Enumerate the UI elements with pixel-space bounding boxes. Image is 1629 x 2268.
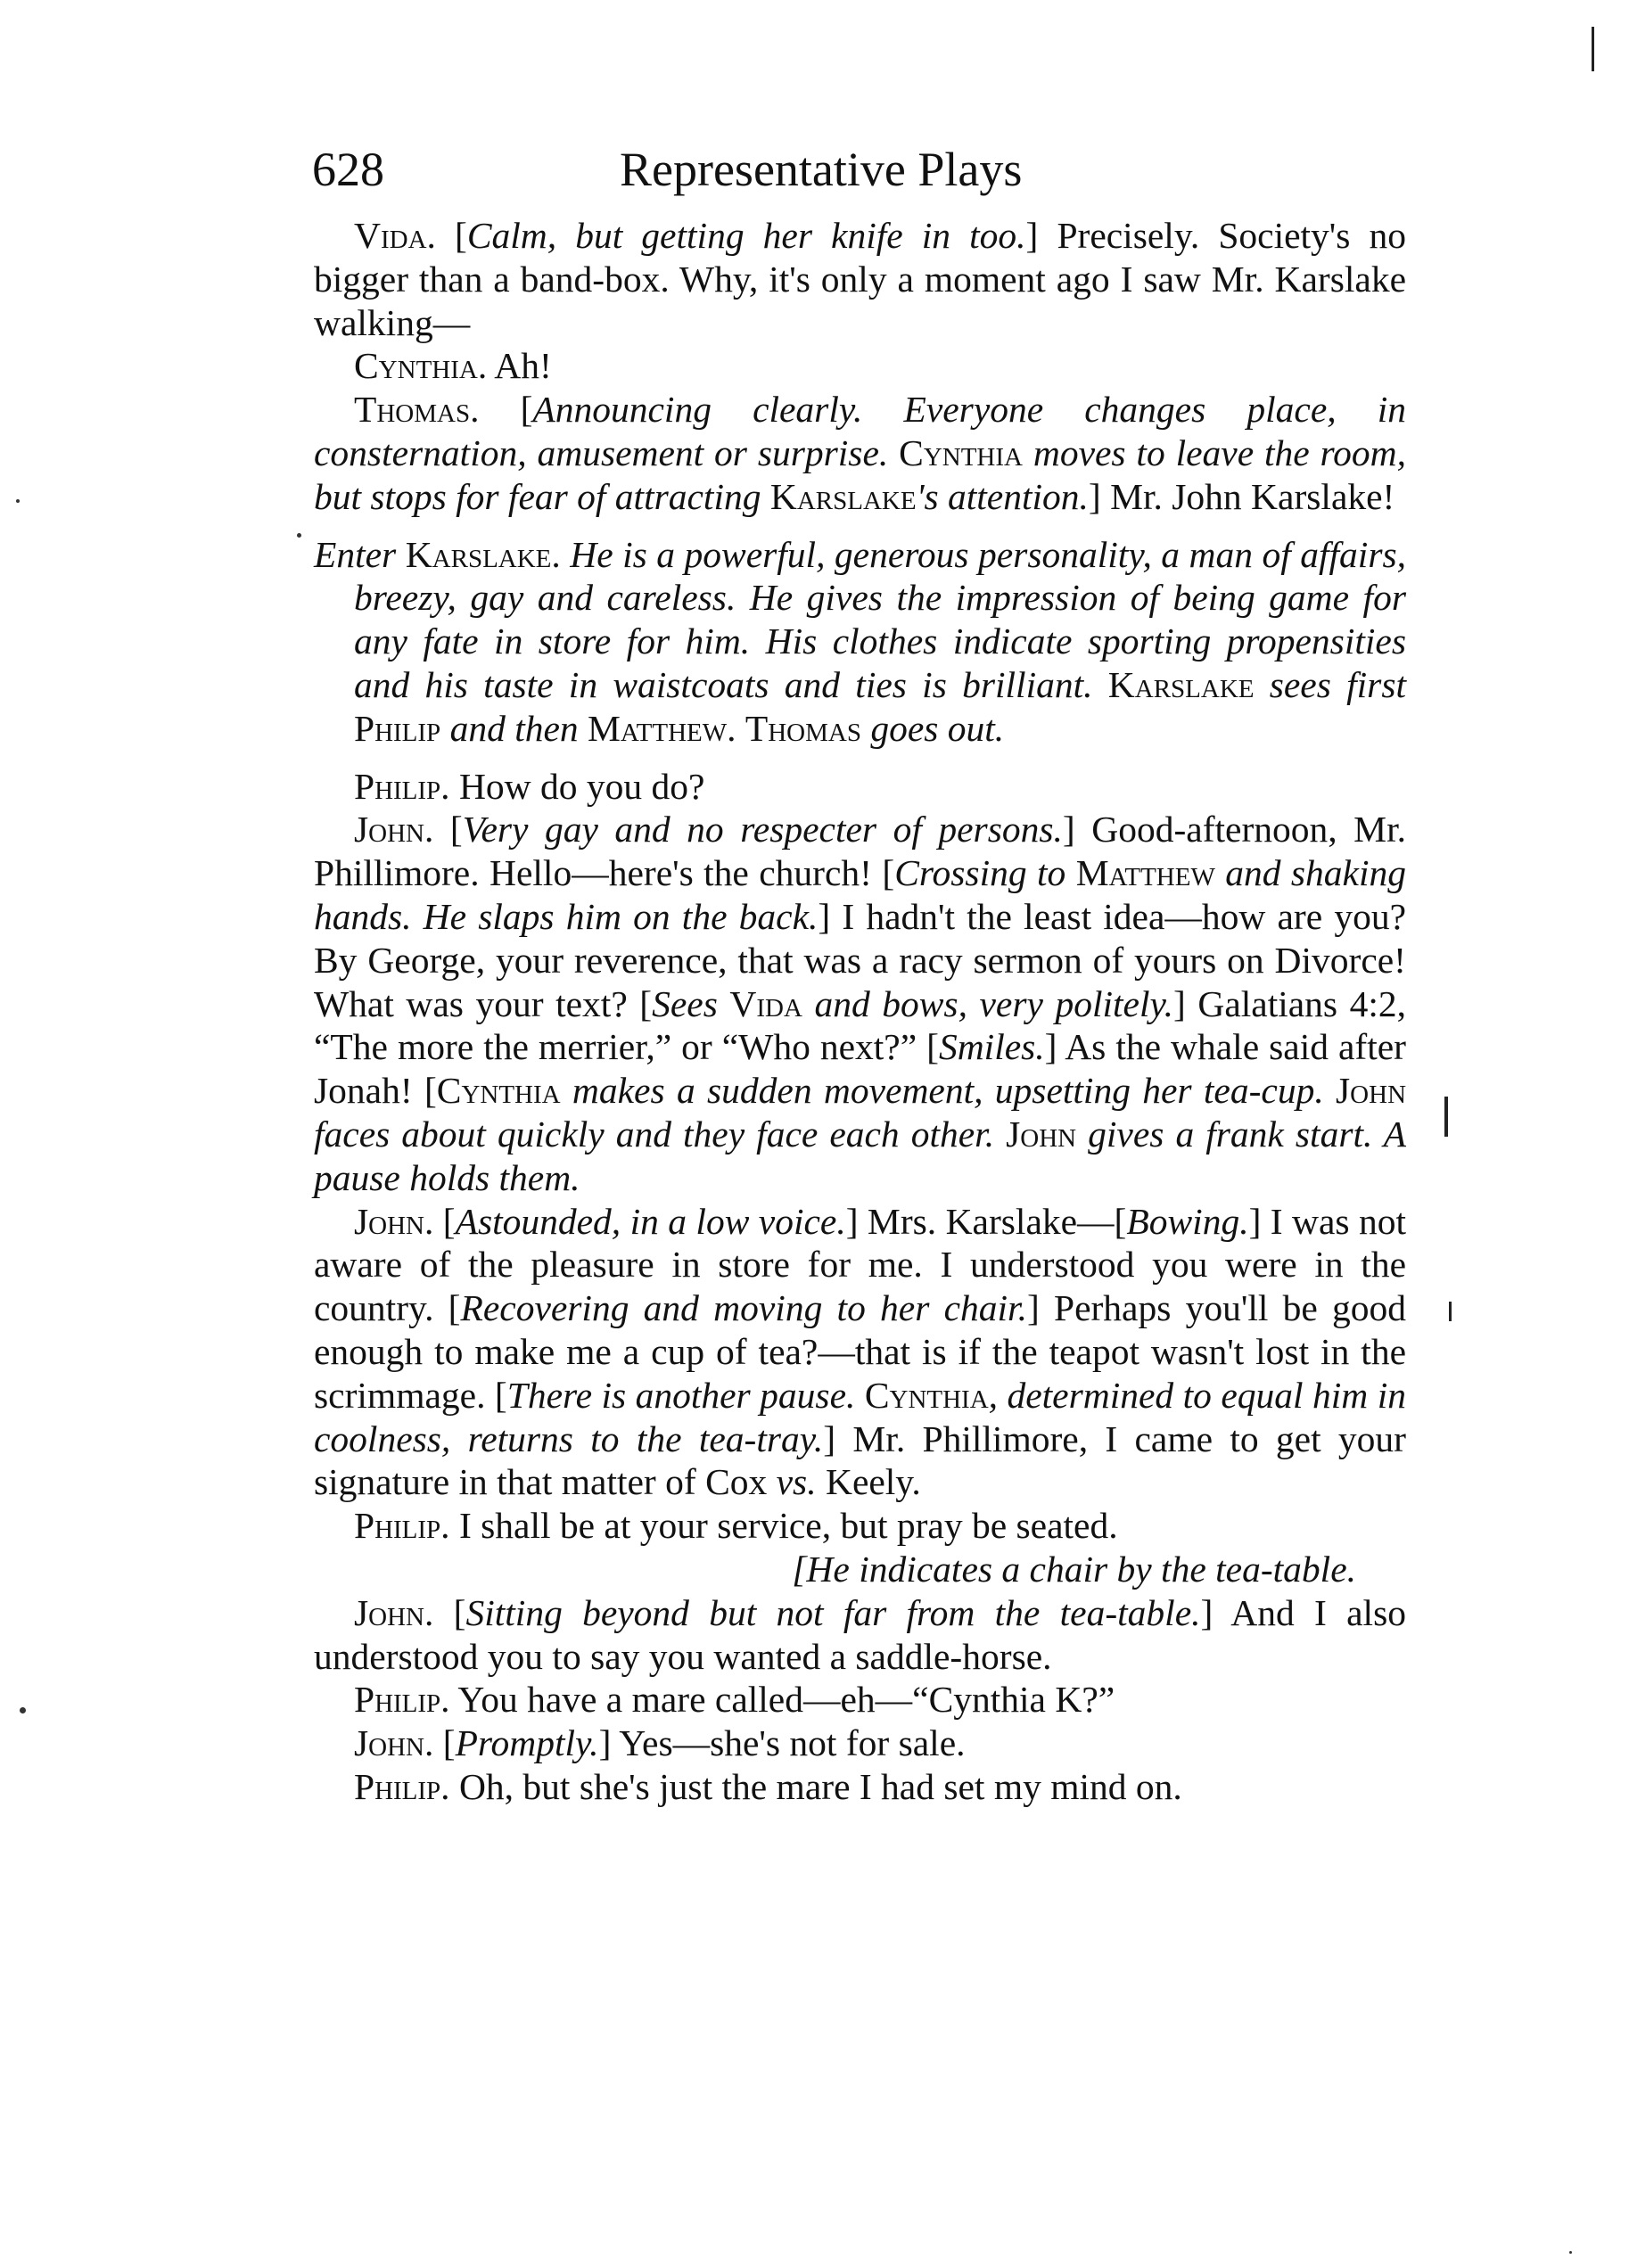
scan-mark: [1449, 1302, 1452, 1321]
page-header: [312, 134, 1409, 205]
speaker-name: John.: [354, 1722, 434, 1764]
speaker-name: Philip.: [354, 1765, 450, 1807]
dialogue-philip: Philip. Oh, but she's just the mare I had set my mind on.: [354, 1765, 1182, 1807]
scan-mark: [1444, 1097, 1448, 1137]
dialogue-philip: Philip. I shall be at your service, but pray be seated.: [354, 1505, 1118, 1547]
dialogue-philip: Philip. You have a mare called—eh—“Cynthia K?”: [354, 1679, 1115, 1721]
speaker-name: Philip.: [354, 765, 450, 807]
dialogue-cynthia: Cynthia. Ah!: [354, 345, 552, 387]
scan-speck: [16, 499, 20, 503]
dialogue-philip: Philip. How do you do?: [354, 765, 705, 807]
stage-direction: Announcing clearly. Everyone changes place, in consternation, amusement or surprise.: [314, 389, 1406, 473]
speaker-name: Philip.: [354, 1505, 450, 1547]
running-head: Representative Plays: [620, 143, 1023, 196]
stage-direction: [He indicates a chair by the tea-table.: [792, 1548, 1356, 1590]
dialogue-john: John. [Sitting beyond but not far from the tea-table.] And I also understood you to say you wanted a saddle-horse.: [314, 1591, 1406, 1677]
scan-speck: [20, 1707, 26, 1713]
play-text: [314, 214, 1406, 1809]
speaker-name: Cynthia.: [354, 345, 488, 387]
speaker-name: Philip.: [354, 1679, 450, 1721]
scan-mark: [1592, 27, 1594, 71]
dialogue-john: John. [Promptly.] Yes—she's not for sale.: [354, 1722, 966, 1764]
scan-speck: [297, 533, 301, 538]
dialogue-john: John. [Very gay and no respecter of persons.] Good-afternoon, Mr. Phillimore. Hello—here's the church! [Crossing to Matthew and shaking hands. He slaps him on the back.] I hadn't the least idea—how are you? By George, your reverence, that was a racy sermon of yours on Divorce! What was your text? [Sees Vida and bows, very politely.] Galatians 4:2, “The more the merrier,” or “Who next?” [Smiles.] As the whale said after Jonah! [Cynthia makes a sudden movement, upsetting her tea-cup. John faces about quickly and they face each other. John gives a frank start. A pause holds them.: [314, 809, 1407, 1198]
scan-speck: [1569, 2251, 1572, 2254]
speaker-name: Vida.: [354, 215, 436, 256]
dialogue-vida: Vida. [Calm, but getting her knife in too.] Precisely. Society's no bigger than a band-box. Why, it's only a moment ago I saw Mr. Karslake walking—: [314, 215, 1407, 343]
dialogue-thomas: Thomas. [Announcing clearly. Everyone changes place, in consternation, amusement or surprise. Cynthia moves to leave the room, but stops for fear of attracting Karslake's attention.] Mr. John Karslake!: [314, 389, 1407, 517]
page-number: 628: [312, 143, 384, 196]
speaker-name: John.: [354, 1591, 434, 1633]
dialogue-john: John. [Astounded, in a low voice.] Mrs. Karslake—[Bowing.] I was not aware of the pleasure in store for me. I understood you were in the country. [Recovering and moving to her chair.] Perhaps you'll be good enough to make me a cup of tea?—that is if the teapot wasn't lost in the scrimmage. [There is another pause. Cynthia, determined to equal him in coolness, returns to the tea-tray.] Mr. Phillimore, I came to get your signature in that matter of Cox vs. Keely.: [314, 1200, 1407, 1503]
stage-direction-entrance: Enter Karslake. He is a powerful, generous personality, a man of affairs, breezy, gay and careless. He gives the impression of being game for any fate in store for him. His clothes indicate sporting propensities and his taste in waistcoats and ties is brilliant. Karslake sees first Philip and then Matthew. Thomas goes out.: [314, 533, 1407, 749]
speaker-name: John.: [354, 809, 434, 850]
speaker-name: Thomas.: [354, 389, 480, 431]
speaker-name: John.: [354, 1200, 434, 1242]
stage-direction: Calm, but getting her knife in too.: [466, 215, 1026, 256]
